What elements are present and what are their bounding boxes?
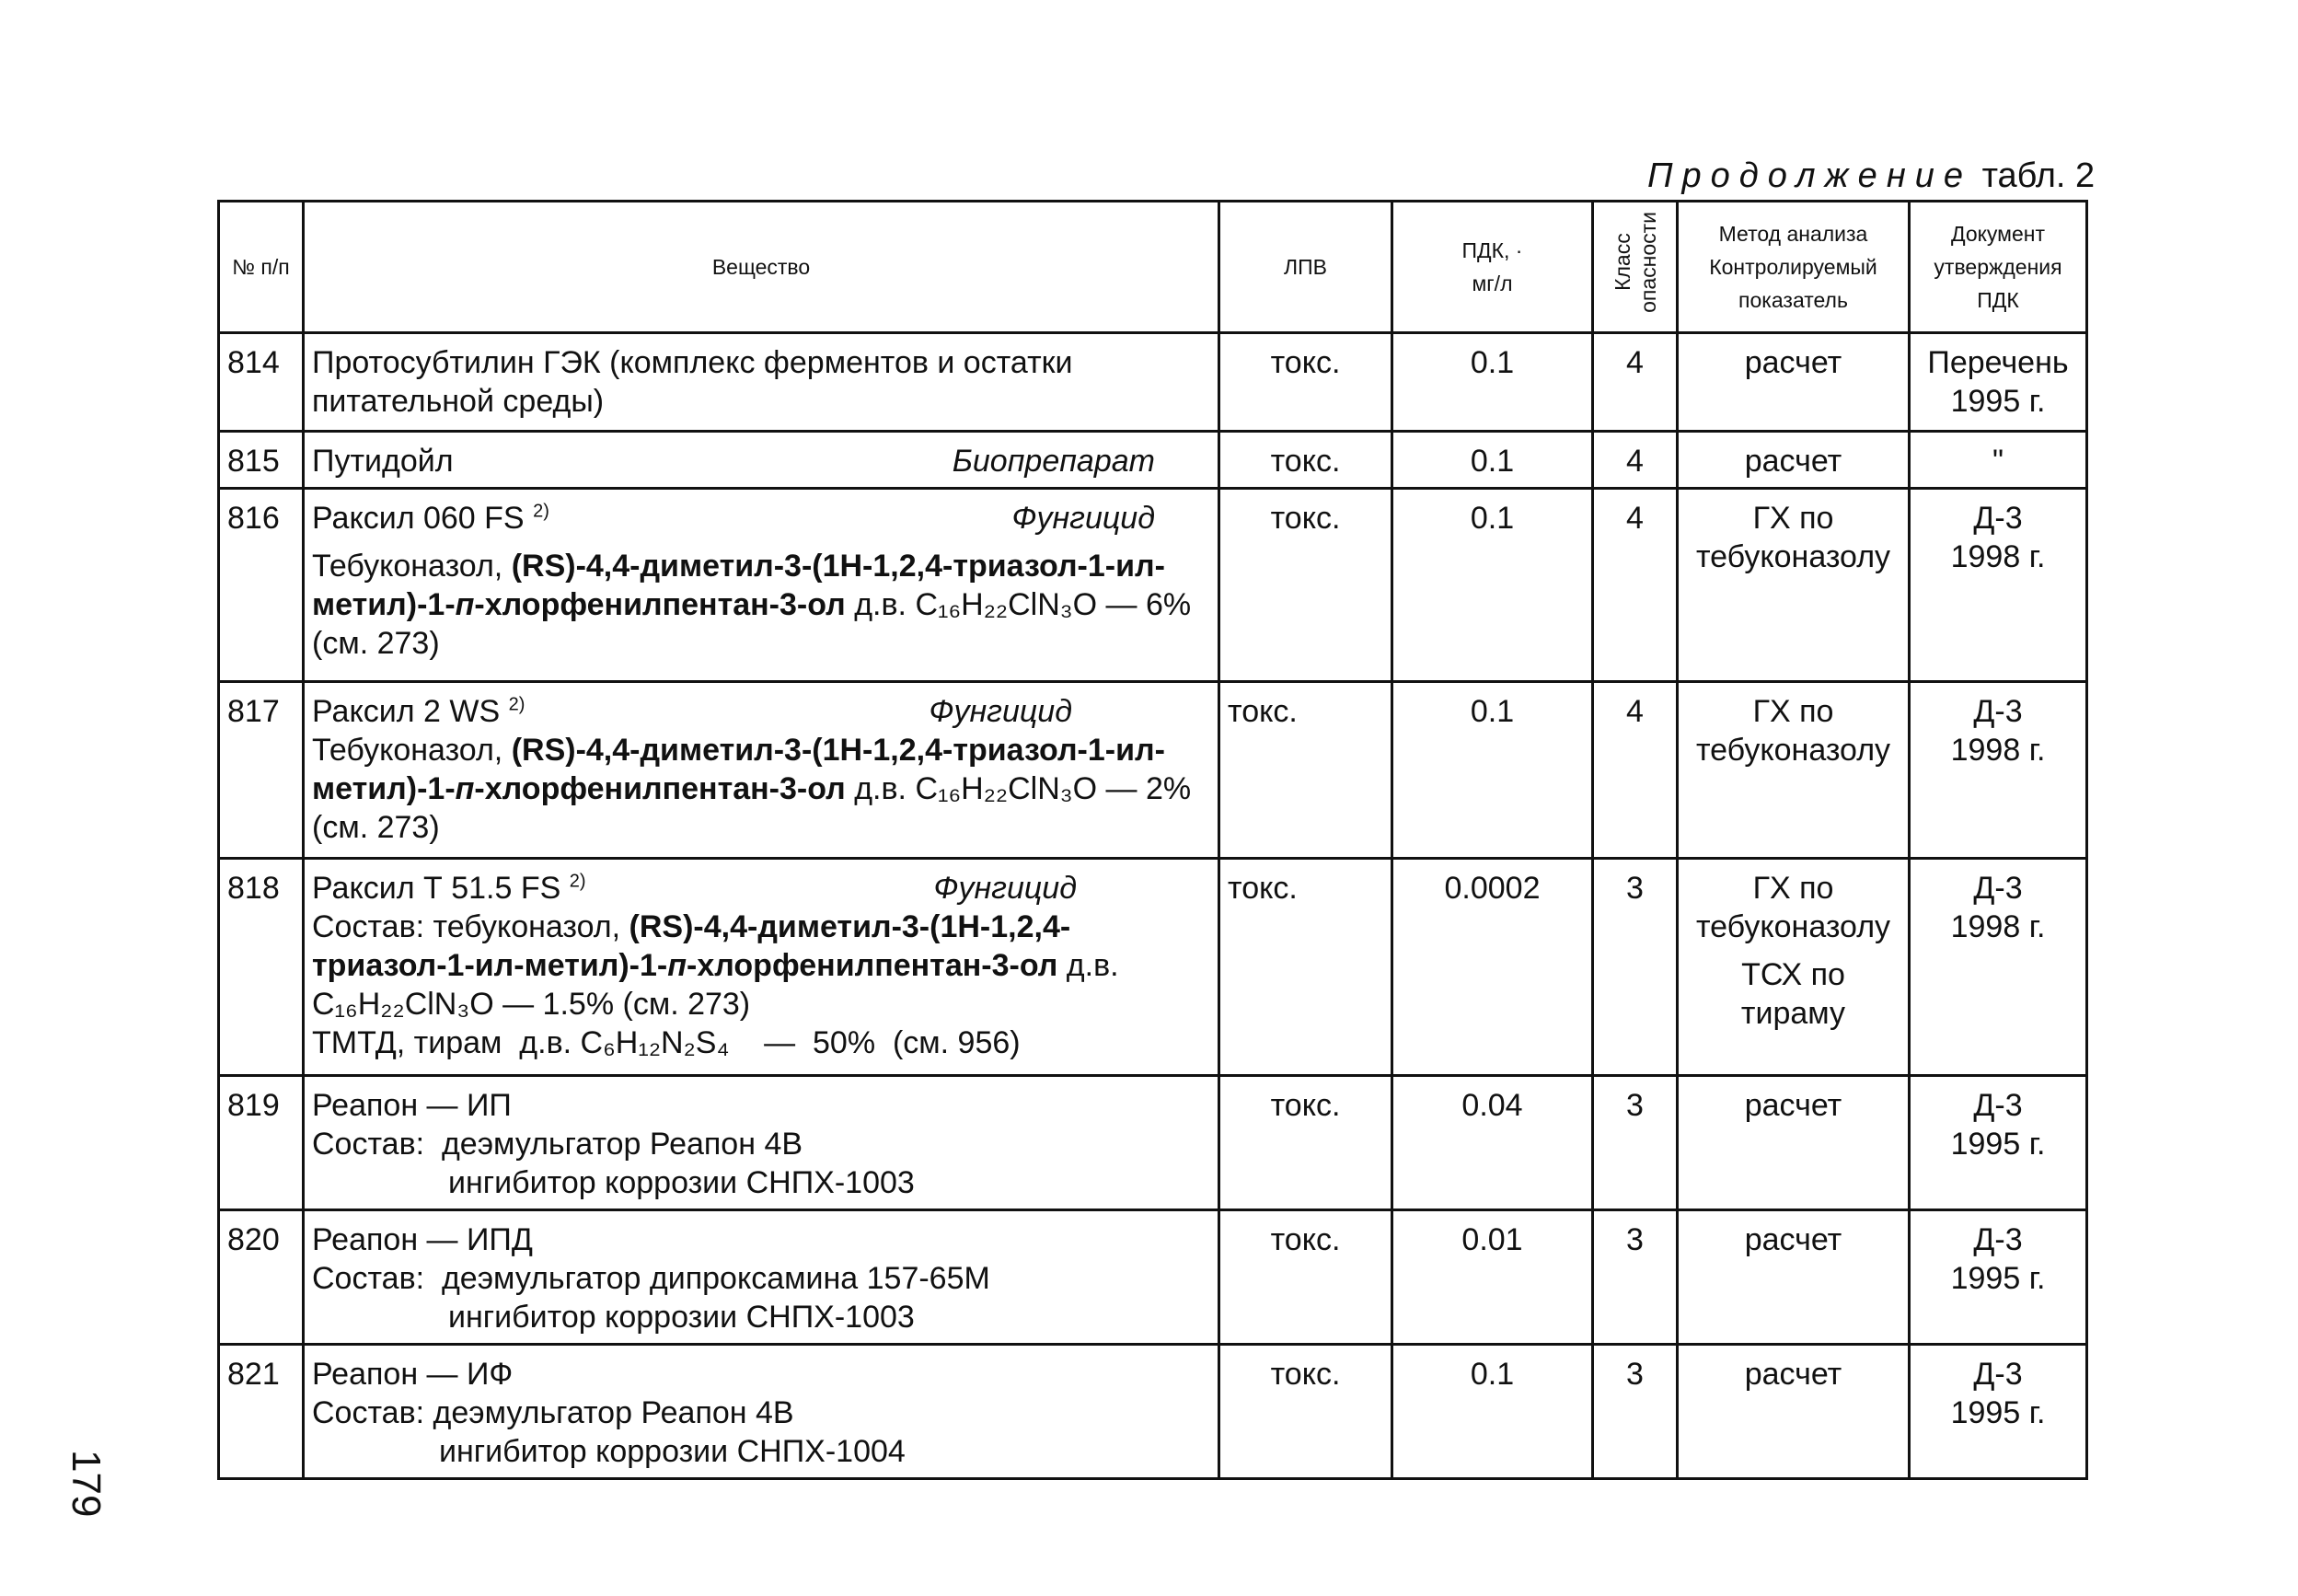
chemical-formula: C₁₆H₂₂ClN₃O [915, 587, 1098, 622]
substance-name: Реапон — ИФ [312, 1357, 514, 1392]
substance-composition: Состав: деэмульгатор дипроксамина 157-65М [312, 1261, 990, 1296]
document-value: Д-3 1995 г. [1910, 1076, 2087, 1210]
substance-name: Путидойл [312, 444, 454, 479]
substance-description: Тебуконазол, (RS)-4,4-диметил-3-(1Н-1,2,4-триазол-1-ил-метил)-1-п-хлорфенилпентан-3-ол д.в. C₁₆H₂₂ClN₃O — 6% (см. 273) [312, 549, 1192, 661]
hazard-class: 4 [1593, 489, 1678, 682]
method-value: расчет [1678, 1210, 1910, 1345]
row-num: 814 [219, 333, 304, 432]
method-value: расчет [1678, 333, 1910, 432]
method-value: ГХ по тебуконазолу ТСХ по тираму [1678, 859, 1910, 1076]
hazard-class: 3 [1593, 1210, 1678, 1345]
substance-category: Фунгицид [929, 694, 1072, 729]
method-value: ГХ по тебуконазолу [1678, 682, 1910, 859]
substance-composition: ТМТД, тирам д.в. C₆H₁₂N₂S₄ — 50% (см. 956) [312, 1025, 1021, 1060]
chemical-formula: C₁₆H₂₂ClN₃O [915, 771, 1098, 806]
lpv-value: токс. [1219, 1345, 1392, 1479]
substance-description: Состав: тебуконазол, (RS)-4,4-диметил-3-(1Н-1,2,4-триазол-1-ил-метил)-1-п-хлорфенилпентан-3-ол д.в. C₁₆H₂₂ClN₃O — 1.5% (см. 273) [312, 909, 1119, 1022]
row-num: 817 [219, 682, 304, 859]
document-value: Д-3 1995 г. [1910, 1210, 2087, 1345]
substance-cell [304, 432, 1219, 489]
document-value: Д-3 1998 г. [1910, 489, 2087, 682]
substance-category: Фунгицид [1011, 501, 1155, 536]
table-row [219, 682, 2087, 859]
pdk-value: 0.1 [1392, 489, 1593, 682]
header-row [219, 202, 2087, 333]
substance-composition: Состав: деэмульгатор Реапон 4В [312, 1127, 803, 1162]
row-num: 816 [219, 489, 304, 682]
hazard-class: 3 [1593, 1076, 1678, 1210]
hazard-class: 3 [1593, 859, 1678, 1076]
document-value: Д-3 1998 г. [1910, 859, 2087, 1076]
substance-name: Реапон — ИП [312, 1088, 512, 1123]
document-value: Перечень 1995 г. [1910, 333, 2087, 432]
method-value: расчет [1678, 432, 1910, 489]
substance-composition: Состав: деэмульгатор Реапон 4В [312, 1395, 794, 1430]
footnote-ref: 2) [533, 501, 549, 522]
substance-name: Протосубтилин ГЭК (комплекс ферментов и остатки питательной среды) [304, 333, 1219, 432]
row-num: 821 [219, 1345, 304, 1479]
substance-composition: ингибитор коррозии СНПХ-1003 [448, 1300, 915, 1335]
pdk-table [217, 200, 2088, 1480]
header-hazard-class: Класс опасности [1593, 202, 1678, 333]
row-num: 818 [219, 859, 304, 1076]
substance-cell [304, 489, 1219, 682]
method-value: ГХ по тебуконазолу [1678, 489, 1910, 682]
header-pdk: ПДК, · мг/л [1392, 202, 1593, 333]
header-document: Документ утверждения ПДК [1910, 202, 2087, 333]
substance-name: Реапон — ИПД [312, 1222, 533, 1257]
row-num: 819 [219, 1076, 304, 1210]
document-value: Д-3 1998 г. [1910, 682, 2087, 859]
table-row [219, 859, 2087, 1076]
chemical-formula: C₁₆H₂₂ClN₃O [312, 987, 494, 1022]
lpv-value: токс. [1219, 489, 1392, 682]
lpv-value: токс. [1219, 333, 1392, 432]
header-substance: Вещество [304, 202, 1219, 333]
lpv-value: токс. [1219, 859, 1392, 1076]
table-row [219, 333, 2087, 432]
pdk-value: 0.1 [1392, 432, 1593, 489]
substance-cell [304, 859, 1219, 1076]
substance-name: Раксил 060 FS [312, 501, 525, 536]
table-continuation-caption [1647, 156, 2095, 196]
table-row [219, 1210, 2087, 1345]
footnote-ref: 2) [508, 694, 525, 715]
substance-cell [304, 1210, 1219, 1345]
pdk-value: 0.04 [1392, 1076, 1593, 1210]
footnote-ref: 2) [569, 871, 586, 892]
pdk-value: 0.1 [1392, 1345, 1593, 1479]
substance-cell [304, 1345, 1219, 1479]
document-value: " [1910, 432, 2087, 489]
header-lpv: ЛПВ [1219, 202, 1392, 333]
pdk-value: 0.01 [1392, 1210, 1593, 1345]
pdk-value: 0.1 [1392, 682, 1593, 859]
hazard-class: 4 [1593, 682, 1678, 859]
table-row [219, 489, 2087, 682]
lpv-value: токс. [1219, 682, 1392, 859]
table-reference: табл. 2 [1981, 156, 2096, 195]
continuation-label: Продолжение [1647, 156, 1972, 195]
lpv-value: токс. [1219, 1210, 1392, 1345]
method-value: расчет [1678, 1345, 1910, 1479]
substance-name: Раксил Т 51.5 FS [312, 871, 561, 906]
table-row [219, 1076, 2087, 1210]
substance-category: Биопрепарат [952, 444, 1155, 479]
lpv-value: токс. [1219, 1076, 1392, 1210]
substance-cell [304, 682, 1219, 859]
table-row [219, 432, 2087, 489]
hazard-class: 4 [1593, 432, 1678, 489]
pdk-value: 0.0002 [1392, 859, 1593, 1076]
hazard-class: 4 [1593, 333, 1678, 432]
lpv-value: токс. [1219, 432, 1392, 489]
substance-description: Тебуконазол, (RS)-4,4-диметил-3-(1Н-1,2,4-триазол-1-ил-метил)-1-п-хлорфенилпентан-3-ол д.в. C₁₆H₂₂ClN₃O — 2% (см. 273) [312, 733, 1192, 845]
substance-name: Раксил 2 WS [312, 694, 501, 729]
header-method: Метод анализа Контролируемый показатель [1678, 202, 1910, 333]
pdk-value: 0.1 [1392, 333, 1593, 432]
row-num: 815 [219, 432, 304, 489]
table-row [219, 1345, 2087, 1479]
substance-category: Фунгицид [933, 871, 1077, 906]
document-value: Д-3 1995 г. [1910, 1345, 2087, 1479]
header-num: № п/п [219, 202, 304, 333]
substance-composition: ингибитор коррозии СНПХ-1003 [448, 1165, 915, 1200]
page-number: 179 [64, 1450, 109, 1518]
substance-cell [304, 1076, 1219, 1210]
row-num: 820 [219, 1210, 304, 1345]
method-value: расчет [1678, 1076, 1910, 1210]
substance-composition: ингибитор коррозии СНПХ-1004 [439, 1434, 906, 1469]
hazard-class: 3 [1593, 1345, 1678, 1479]
